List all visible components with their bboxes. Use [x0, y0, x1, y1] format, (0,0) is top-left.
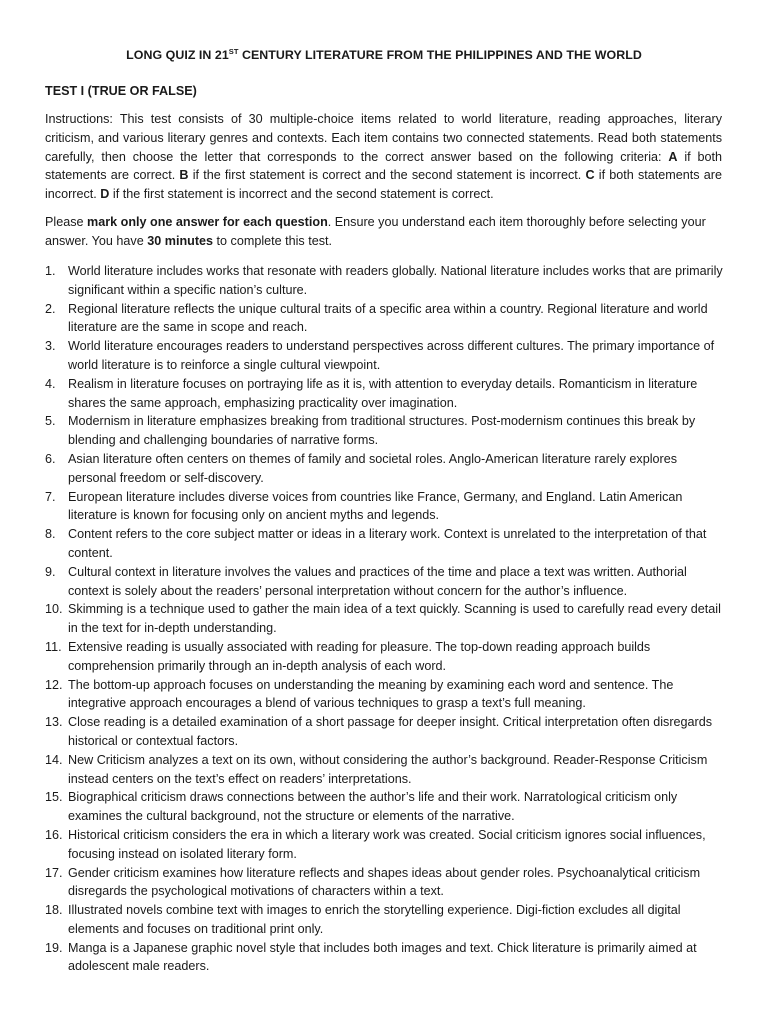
question-text: Biographical criticism draws connections between the author’s life and their work. Narratological criticism only examines the cultural background, not the structure or elements of the narrative.: [68, 790, 678, 824]
please-bold-2: 30 minutes: [147, 233, 214, 248]
test-heading: TEST I (TRUE OR FALSE): [45, 84, 197, 98]
question-item: [45, 713, 725, 751]
question-item: [45, 788, 725, 826]
question-text: The bottom-up approach focuses on understanding the meaning by examining each word and sentence. The integrative approach encourages a blend of various techniques to grasp a text’s full meaning.: [68, 677, 674, 711]
question-text: Realism in literature focuses on portraying life as it is, with attention to everyday details. Romanticism in literature shares the same approach, emphasizing practicality over imagination.: [68, 376, 698, 410]
instructions-text-1: Instructions: This test consists of 30 multiple-choice items related to world literature, reading approaches, literary criticism, and various literary genres and contexts. Each item contains two connected statements. Read both statements carefully, then choose the letter that corresponds to the correct answer based on the following criteria:: [45, 112, 722, 164]
please-text-1: Please: [45, 215, 88, 229]
question-item: [45, 300, 725, 338]
question-number: 4.: [45, 376, 56, 391]
question-text: Illustrated novels combine text with images to enrich the storytelling experience. Digi-fiction excludes all digital elements and focuses on traditional print only.: [68, 903, 681, 936]
question-item: [45, 939, 725, 977]
question-number: 18.: [45, 903, 63, 918]
question-item: [45, 638, 725, 676]
instructions-paragraph: [45, 110, 722, 204]
question-item: [45, 864, 725, 902]
question-item: [45, 525, 725, 563]
question-text: Regional literature reflects the unique cultural traits of a specific area within a country. Regional literature and world literature are the same in scope and reach.: [68, 301, 708, 335]
question-number: 12.: [45, 677, 63, 692]
question-item: [45, 826, 725, 864]
question-number: 15.: [45, 790, 63, 805]
question-number: 11.: [45, 639, 62, 654]
title-suffix: CENTURY LITERATURE FROM THE PHILIPPINES AND THE WORLD: [238, 48, 642, 62]
title-superscript: ST: [228, 47, 239, 56]
question-number: 7.: [45, 489, 56, 504]
please-text-3: to complete this test.: [213, 233, 333, 248]
question-text: Gender criticism examines how literature reflects and shapes ideas about gender roles. Psychoanalytical criticism disregards the psychological motivations of characters within a text.: [68, 865, 701, 899]
question-item: [45, 488, 725, 526]
option-b-letter: B: [179, 168, 189, 183]
question-number: 16.: [45, 827, 63, 842]
question-item: [45, 262, 725, 300]
question-number: 9.: [45, 564, 56, 579]
question-text: Extensive reading is usually associated with reading for pleasure. The top-down reading approach builds comprehension primarily through an in-depth analysis of each word.: [68, 639, 651, 673]
question-number: 13.: [45, 715, 63, 730]
question-number: 14.: [45, 752, 63, 767]
instructions-text-5: if the first statement is incorrect and the second statement is correct.: [109, 187, 494, 202]
question-number: 8.: [45, 527, 56, 542]
please-text-2: . Ensure you understand each item thoroughly before selecting your answer. You have: [45, 215, 706, 248]
question-number: 10.: [45, 602, 63, 617]
quiz-title: [0, 46, 768, 65]
question-item: [45, 901, 725, 939]
question-text: Asian literature often centers on themes of family and societal roles. Anglo-American literature rarely explores personal freedom or self-discovery.: [68, 451, 677, 485]
question-text: Modernism in literature emphasizes breaking from traditional structures. Post-modernism continues this break by blending and challenging boundaries of narrative forms.: [68, 414, 696, 448]
question-text: Close reading is a detailed examination of a short passage for deeper insight. Critical interpretation often disregards historical or contextual factors.: [68, 715, 713, 748]
question-text: Skimming is a technique used to gather the main idea of a text quickly. Scanning is used to carefully read every detail in the text for in-depth understanding.: [68, 602, 721, 636]
instructions-text-3: if the first statement is correct and the second statement is incorrect.: [188, 168, 586, 183]
question-text: European literature includes diverse voices from countries like France, Germany, and England. Latin American literature is known for focusing only on ancient myths and legends.: [68, 489, 683, 523]
question-text: Manga is a Japanese graphic novel style that includes both images and text. Chick literature is primarily aimed at adolescent male readers.: [68, 940, 697, 974]
instructions-text-4: if both statements are incorrect.: [45, 168, 722, 202]
question-item: [45, 563, 725, 601]
question-number: 3.: [45, 339, 56, 354]
question-list: [45, 262, 725, 976]
question-item: [45, 375, 725, 413]
question-number: 19.: [45, 940, 63, 955]
question-item: [45, 600, 725, 638]
question-number: 1.: [45, 264, 56, 278]
instructions-text-2: if both statements are correct.: [45, 149, 722, 183]
question-text: Historical criticism considers the era in which a literary work was created. Social criticism ignores social influences, focusing instead on isolated literary form.: [68, 827, 706, 861]
question-item: [45, 412, 725, 450]
please-paragraph: [45, 213, 722, 251]
question-text: New Criticism analyzes a text on its own, without considering the author’s background. Reader-Response Criticism instead centers on the text’s effect on readers’ interpretations.: [68, 752, 708, 786]
question-text: World literature encourages readers to understand perspectives across different cultures. The primary importance of world literature is to reinforce a single cultural viewpoint.: [68, 339, 715, 372]
question-text: World literature includes works that resonate with readers globally. National literature includes works that are primarily significant within a specific nation’s culture.: [68, 264, 723, 297]
question-text: Content refers to the core subject matter or ideas in a literary work. Context is unrelated to the interpretation of that content.: [68, 527, 707, 560]
question-number: 17.: [45, 865, 63, 880]
please-bold-1: mark only one answer for each question: [87, 215, 328, 229]
option-a-letter: A: [668, 149, 678, 164]
question-number: 2.: [45, 301, 56, 316]
question-item: [45, 337, 725, 375]
question-item: [45, 450, 725, 488]
question-item: [45, 751, 725, 789]
question-item: [45, 676, 725, 714]
title-prefix: LONG QUIZ IN 21: [126, 48, 229, 62]
option-c-letter: C: [585, 168, 595, 183]
question-text: Cultural context in literature involves the values and practices of the time and place a text was written. Authorial context is solely about the readers’ personal interpretation without concern for the author’s influence.: [68, 564, 687, 598]
question-number: 6.: [45, 451, 56, 466]
question-number: 5.: [45, 414, 56, 429]
option-d-letter: D: [100, 187, 110, 202]
